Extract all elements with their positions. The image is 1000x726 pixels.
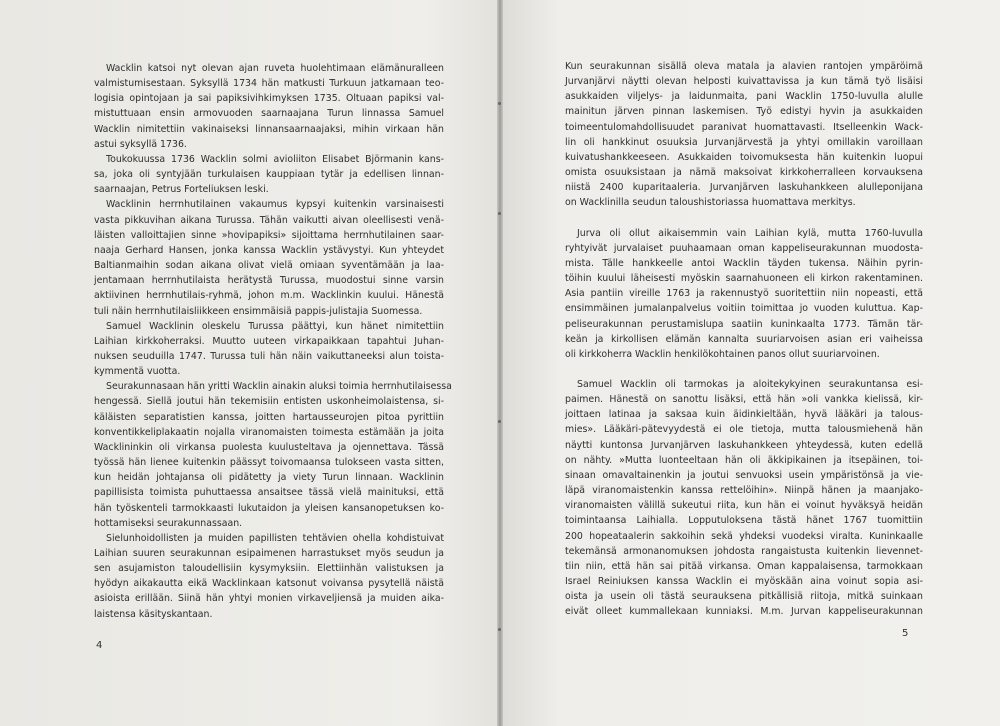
- text-line: on Wacklinilla seudun taloushistoriassa huomattava merkitys.: [565, 197, 856, 209]
- page-number-right: 5: [902, 628, 909, 639]
- text-line: peliseurakunnan perustamislupa saatiin kuninkaalta 1773. Tämän tär-: [565, 318, 923, 330]
- text-line: joittaen latinaa ja saksaa kuin äidinkieltään, hyvä lääkäri ja talous-: [565, 409, 923, 421]
- text-line: oista ja usein oli tästä seurauksena pitkällisiä riitoja, mitkä suinkaan: [565, 591, 923, 603]
- text-line: Sielunhoidollisten ja muiden papillisten tehtävien ohella kohdistuivat: [106, 532, 444, 544]
- page-number-left: 4: [96, 640, 103, 651]
- text-line: Wacklinin herrnhutilainen vakaumus kypsyi kuitenkin varsinaisesti: [106, 199, 444, 211]
- text-line: Samuel Wacklin oli tarmokas ja aloitekykyinen seurakuntansa esi-: [577, 378, 923, 390]
- text-line: sa, joka oli syntyjään turkulaisen kauppiaan tytär ja edellisen linnan-: [94, 169, 444, 181]
- text-line: mista. Tälle hankkeelle antoi Wacklin täyden tukensa. Näihin pyrin-: [565, 257, 923, 269]
- text-line: oli kirkkoherra Wacklin henkilökohtainen panos ollut suuriarvoinen.: [565, 348, 880, 360]
- text-line: Baltianmaihin sodan aikana olivat vielä omiaan syventämään ja laa-: [94, 260, 444, 272]
- text-line: omista osuuksistaan ja nämä maksoivat kirkkoherralleen korvauksena: [565, 167, 923, 179]
- right-page-text: [565, 59, 923, 619]
- gutter-mark: [498, 628, 501, 631]
- gutter-mark: [498, 212, 501, 215]
- right-page: [500, 0, 1000, 726]
- text-line: sen asujamiston taloudellisiin kysymyksiin. Elettiinhän valistuksen ja: [94, 563, 444, 575]
- text-line: keän ja kirkollisen elämän kannalta suuriarvoisen asian eri vaiheissa: [565, 333, 923, 345]
- text-line: Toukokuussa 1736 Wacklin solmi avioliiton Elisabet Björmanin kans-: [106, 153, 444, 165]
- text-line: kuivatushankkeeseen. Asukkaiden toivomuksesta hän kuitenkin luopui: [565, 151, 923, 163]
- text-line: sinaan omavaltainenkin ja joutui senvuoksi usein ympäristönsä ja vie-: [565, 469, 923, 481]
- text-line: hottamiseksi seurakunnassaan.: [94, 517, 243, 529]
- text-line: Wacklin katsoi nyt olevan ajan ruveta huolehtimaan elämänuralleen: [106, 63, 444, 74]
- text-line: naaja Gerhard Hansen, jonka kanssa Wacklin ystävystyi. Kun yhteydet: [94, 244, 444, 256]
- text-line: eivät olleet kummallekaan kunniaksi. M.m. Jurvan kappeliseurakunnan: [565, 606, 923, 618]
- text-line: Wacklin nimitettiin vakinaiseksi linnansaarnaajaksi, mihin virkaan hän: [94, 123, 444, 135]
- text-line: ryhtyivät jurvalaiset puuhaamaan oman kappeliseurakunnan muodosta-: [565, 242, 923, 254]
- text-line: ensimmäinen jumalanpalvelus voitiin toimittaa jo vuoden kuluttua. Kap-: [565, 303, 923, 315]
- text-line: papillisista toimista puhuttaessa ansaitsee tässä vielä mainituksi, että: [94, 487, 444, 499]
- text-line: Israel Reiniuksen kanssa Wacklin ei myöskään aina voinut sopia asi-: [565, 576, 923, 587]
- text-line: viranomaisten välillä sukeutui riita, kun hän ei voinut hyväksyä heidän: [565, 500, 923, 512]
- text-line: läisten valloittajien sinne »hovipapiksi» sijoittama herrnhutilainen saar-: [94, 229, 444, 241]
- text-line: tekemänsä armonanomuksen johdosta rangaistusta kuitenkin lievennet-: [565, 545, 923, 557]
- text-line: Kun seurakunnan sisällä oleva matala ja alavien rantojen ympäröimä: [565, 61, 923, 72]
- paragraph-gap: [565, 362, 923, 377]
- text-line: Wacklininkin oli virkansa puolesta kuulusteltava ja ojennettava. Tässä: [94, 441, 444, 453]
- text-line: saarnaajan, Petrus Forteliuksen leski.: [94, 184, 269, 196]
- text-line: työssä hän lienee kuitenkin päässyt toivomaansa tulokseen vasta sitten,: [94, 457, 444, 469]
- text-line: asukkaiden viljelys- ja laidunmaita, pani Wacklin 1750-luvulla alulle: [565, 91, 923, 103]
- text-line: hän työskenteli tarmokkaasti lukutaidon ja yleisen kansanopetuksen ko-: [94, 502, 444, 514]
- text-line: astui syksyllä 1736.: [94, 138, 187, 150]
- text-line: mies». Lääkäri-pätevyydestä ei ole tietoja, mutta talousmiehenä hän: [565, 424, 923, 436]
- gutter-mark: [498, 102, 501, 105]
- text-line: 200 hopeataalerin sakkoihin sekä yhdeksi vuodeksi viralta. Kuninkaalle: [565, 530, 923, 542]
- text-line: Samuel Wacklinin oleskelu Turussa päättyi, kun hänet nimitettiin: [106, 320, 444, 332]
- text-line: tuli näin herrnhutilaisliikkeen ensimmäisiä pappis-julistajia Suomessa.: [94, 305, 423, 317]
- text-line: aktiivinen herrnhutilais-ryhmä, johon m.m. Wacklinkin kuului. Hänestä: [94, 290, 444, 302]
- text-line: paimen. Hänestä on sanottu lisäksi, että hän »oli vankka kielissä, kir-: [565, 394, 923, 406]
- text-line: Jurvanjärvi näytti olevan helposti kuivattavissa ja kun tämä työ lisäisi: [565, 76, 923, 88]
- text-line: Seurakunnasaan hän yritti Wacklin ainakin aluksi toimia herrnhutilaisessa: [106, 381, 452, 393]
- text-line: hyödyn aikakautta eikä Wacklinkaan katsonut voivansa pysytellä näistä: [94, 578, 444, 590]
- text-line: käläisten separatistien kanssa, joitten hartausseurojen pitoa pyrittiin: [94, 411, 444, 423]
- text-line: tiin niin, että hän sai pitää virkansa. Oman kappalaisensa, tarmokkaan: [565, 560, 923, 572]
- text-line: lin oli hankkinut osuuksia Jurvanjärvestä ja yhtyi omillakin varoillaan: [565, 136, 923, 148]
- text-line: on nähty. »Mutta luonteeltaan hän oli äkkipikainen ja itsepäinen, toi-: [565, 454, 923, 466]
- text-line: Asia pantiin vireille 1763 ja rakennustyö suoritettiin niin nopeasti, että: [565, 288, 923, 300]
- text-line: vasta pikkuvihan aikana Turussa. Tähän vaikutti aivan oleellisesti venä-: [94, 214, 444, 226]
- gutter-mark: [498, 420, 501, 423]
- text-line: Laihian suuren seurakunnan esipaimenen harrastukset myös seudun ja: [94, 548, 444, 559]
- text-line: asioista erillään. Siinä hän yhtyi monien virkaveljiensä ja muiden aika-: [94, 593, 444, 605]
- text-line: konventikkeliplakaatin nojalla viranomaisten toimesta estämään ja joita: [94, 426, 444, 438]
- text-line: laistensa käsityskantaan.: [94, 608, 213, 620]
- text-line: mistuttuaan ensin armovuoden saarnaajana Turun linnassa Samuel: [94, 108, 444, 120]
- text-line: mainitun järven pinnan laskemisen. Työ edistyi hyvin ja asukkaiden: [565, 106, 923, 118]
- text-line: jentamaan herrnhutilaista herätystä Turussa, muodostui sinne varsin: [94, 275, 444, 287]
- text-line: Laihian kirkkoherraksi. Muutto uuteen virkapaikkaan tapahtui Juhan-: [94, 335, 444, 347]
- text-line: näytti kuntonsa Jurvanjärven laskuhankkeen yhteydessä, kuten edellä: [565, 439, 923, 451]
- text-line: töihin kuului läheisesti myöskin saarnahuoneen eli kirkon rakentaminen.: [565, 273, 923, 285]
- text-line: logisia opintojaan ja sai papiksivihkimyksen 1735. Oltuaan papiksi val-: [94, 93, 444, 105]
- text-line: toimintaansa Laihialla. Lopputuloksena tästä hänet 1767 tuomittiin: [565, 515, 923, 527]
- text-line: kymmentä vuotta.: [94, 366, 181, 378]
- text-line: kun heidän johtajansa oli pidätetty ja viety Turun linnaan. Wacklinin: [94, 472, 444, 484]
- text-line: Jurva oli ollut aikaisemmin vain Laihian kylä, mutta 1760-luvulla: [577, 227, 923, 239]
- book-gutter: [497, 0, 503, 726]
- text-line: niistä 2400 kuparitaaleria. Jurvanjärven laskuhankkeen alulleponijana: [565, 182, 923, 194]
- text-line: valmistumisestaan. Syksyllä 1734 hän matkusti Turkuun jatkamaan teo-: [94, 78, 444, 90]
- text-line: hengessä. Siellä joutui hän tekemisiin entisten uskonheimolaistensa, si-: [94, 396, 444, 408]
- paragraph-gap: [565, 211, 923, 226]
- text-line: toimeentulomahdollisuudet paranivat huomattavasti. Itselleenkin Wack-: [565, 121, 923, 133]
- text-line: nuksen seuduilla 1747. Turussa tuli hän näin vaikuttaneeksi alun toista-: [94, 350, 444, 362]
- text-line: läpä viranomaistenkin kanssa rettelöihin». Niinpä hänen ja maanjako-: [565, 485, 923, 497]
- left-page-text: [94, 61, 452, 622]
